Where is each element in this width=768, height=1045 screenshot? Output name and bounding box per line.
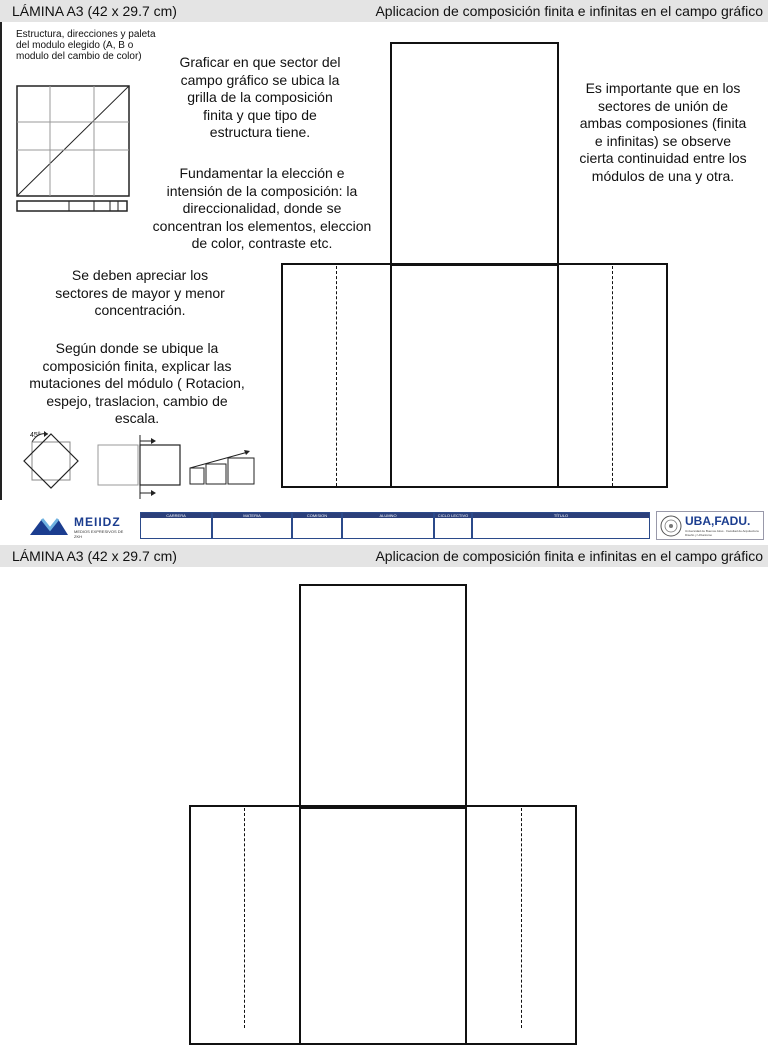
mirror-translation-diagram [94, 435, 186, 499]
rotation-angle-label: 45º [30, 432, 41, 439]
instruction-justification: Fundamentar la elección e intensión de la composición: la direccionalidad, donde se concentran los elementos, eleccion de color, contraste etc. [152, 165, 372, 251]
uba-fadu-text: UBA,FADU. [685, 514, 751, 528]
field-carrera[interactable] [140, 512, 212, 539]
uba-seal-icon [660, 515, 682, 537]
field-ciclo-lectivo-label: CICLO LECTIVO [435, 513, 471, 518]
field-materia-label: MATERIA [213, 513, 291, 518]
instruction-mutations: Según donde se ubique la composición finita, explicar las mutaciones del módulo ( Rotacion, espejo, traslacion, cambio de escala. [29, 340, 245, 426]
layout-left-panel [189, 805, 301, 1045]
sheet-format-label: LÁMINA A3 (42 x 29.7 cm) [12, 3, 177, 19]
fold-line-left [244, 808, 245, 1028]
title-block [8, 509, 762, 542]
layout-center-panel [299, 805, 467, 1045]
field-alumno-label: ALUMNO [343, 513, 433, 518]
fold-line-top [302, 806, 464, 807]
instruction-continuity: Es importante que en los sectores de unión de ambas composiones (finita e infinitas) se observe cierta continuidad entre los módulos de una y otra. [579, 80, 747, 184]
field-ciclo-lectivo[interactable] [434, 512, 472, 539]
meiidz-logo [8, 509, 136, 542]
instruction-grid-location: Graficar en que sector del campo gráfico se ubica la grilla de la composición finita y que tipo de estructura tiene. [179, 54, 341, 140]
fold-line-right [521, 808, 522, 1028]
bottom-sheet [0, 545, 768, 1024]
fold-line-left [336, 266, 337, 486]
field-materia[interactable] [212, 512, 292, 539]
bottom-sheet-header [0, 545, 768, 567]
top-sheet [0, 0, 768, 500]
rotation-diagram [18, 428, 84, 494]
fold-line-top [393, 264, 556, 265]
sheet-format-label: LÁMINA A3 (42 x 29.7 cm) [12, 548, 177, 564]
field-alumno[interactable] [342, 512, 434, 539]
layout-top-panel [390, 42, 559, 266]
fold-line-right [612, 266, 613, 486]
field-titulo-label: TÍTULO [473, 513, 649, 518]
uba-fadu-logo [656, 511, 764, 540]
field-carrera-label: CARRERA [141, 513, 211, 518]
uba-fadu-subtext: Universidad de Buenos Aires · Facultad de Arquitectura Diseño y Urbanismo [685, 529, 759, 537]
module-structure-diagram [14, 84, 132, 216]
top-sheet-header [0, 0, 768, 22]
sheet-left-edge [0, 22, 2, 500]
layout-center-panel [390, 263, 559, 488]
field-titulo[interactable] [472, 512, 650, 539]
meiidz-logo-text: MEIIDZ [74, 515, 121, 529]
sheet-title: Aplicacion de composición finita e infinitas en el campo gráfico [375, 3, 763, 19]
sheet-title: Aplicacion de composición finita e infinitas en el campo gráfico [375, 548, 763, 564]
meiidz-logo-mark [28, 515, 70, 537]
field-comision[interactable] [292, 512, 342, 539]
scale-change-diagram [186, 446, 256, 488]
layout-top-panel [299, 584, 467, 809]
field-comision-label: COMISION [293, 513, 341, 518]
meiidz-logo-subtext: MEDIOS EXPRESIVOS DE ZKH [74, 529, 124, 539]
module-caption: Estructura, direcciones y paleta del modulo elegido (A, B o modulo del cambio de color) [16, 29, 156, 62]
instruction-concentration: Se deben apreciar los sectores de mayor y menor concentración. [55, 267, 225, 318]
